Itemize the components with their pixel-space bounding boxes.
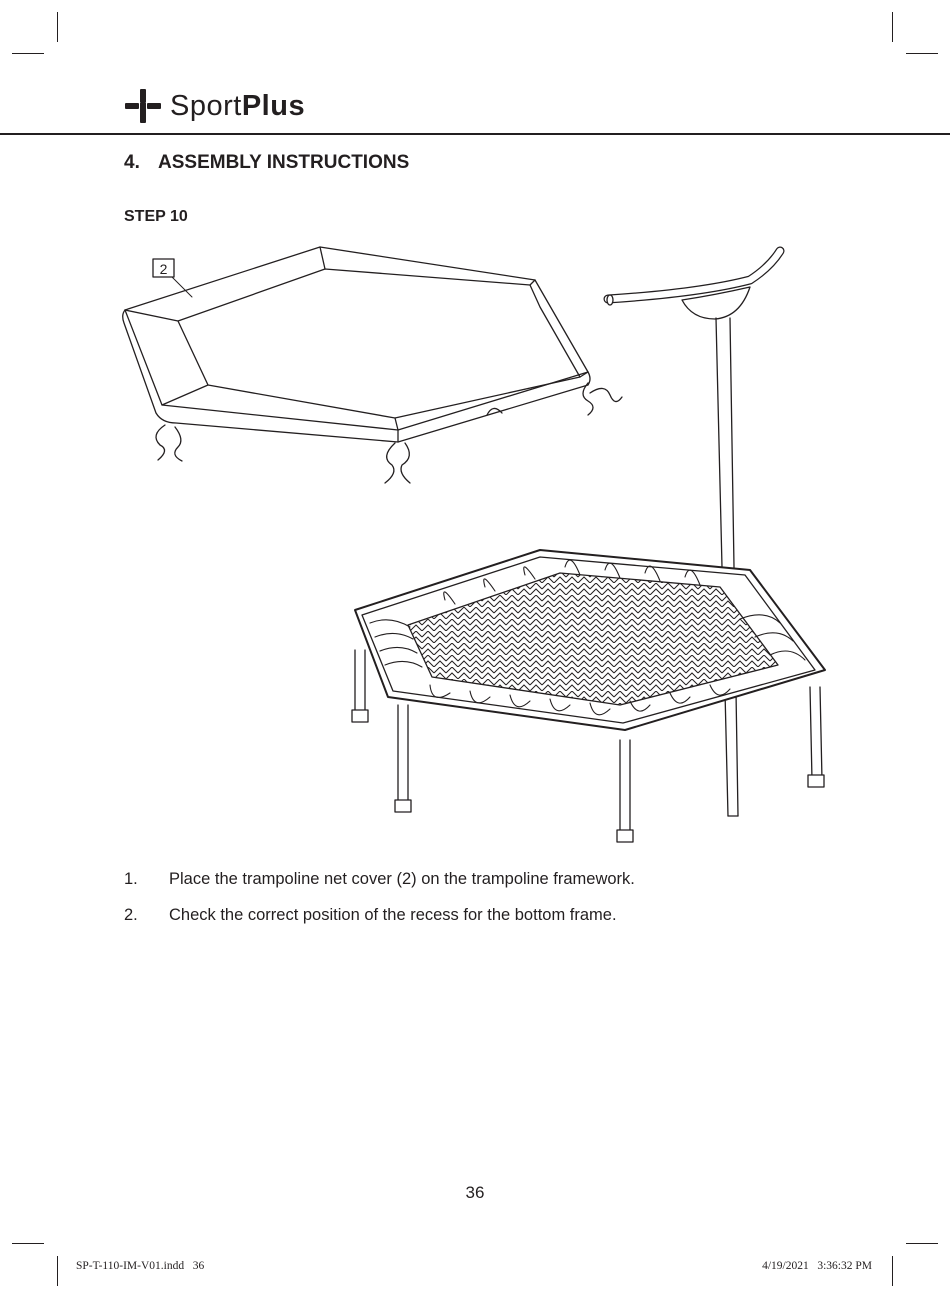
instruction-number: 2. xyxy=(124,906,138,924)
header-rule xyxy=(0,133,950,135)
section-title xyxy=(124,152,409,174)
section-title-text: ASSEMBLY INSTRUCTIONS xyxy=(158,152,410,173)
brand-logo xyxy=(124,86,305,126)
file-slug: SP-T-110-IM-V01.indd 36 xyxy=(76,1260,205,1272)
crop-mark xyxy=(892,12,893,42)
handlebar xyxy=(607,251,780,816)
crop-mark xyxy=(57,1256,58,1286)
instruction-number: 1. xyxy=(124,870,138,888)
crop-mark xyxy=(12,1243,44,1244)
brand-sport: Sport xyxy=(170,89,242,122)
section-number: 4. xyxy=(124,152,140,173)
step-label: STEP 10 xyxy=(124,208,188,225)
crop-mark xyxy=(906,53,938,54)
part-callout-number: 2 xyxy=(159,261,168,277)
plus-cross-icon xyxy=(124,87,162,125)
crop-mark xyxy=(906,1243,938,1244)
trampoline-assembly-illustration xyxy=(110,235,840,855)
crop-mark xyxy=(892,1256,893,1286)
brand-wordmark xyxy=(170,89,306,122)
crop-mark xyxy=(57,12,58,42)
instruction-text: Place the trampoline net cover (2) on the trampoline framework. xyxy=(169,870,635,888)
brand-plus: Plus xyxy=(241,89,306,122)
crop-mark xyxy=(12,53,44,54)
instruction-list xyxy=(124,870,635,942)
list-item xyxy=(124,906,635,942)
instruction-text: Check the correct position of the recess for the bottom frame. xyxy=(169,906,617,924)
page-number: 36 xyxy=(465,1183,485,1202)
list-item xyxy=(124,870,635,906)
print-timestamp: 4/19/2021 3:36:32 PM xyxy=(762,1260,872,1272)
net-cover-pad xyxy=(123,247,622,483)
